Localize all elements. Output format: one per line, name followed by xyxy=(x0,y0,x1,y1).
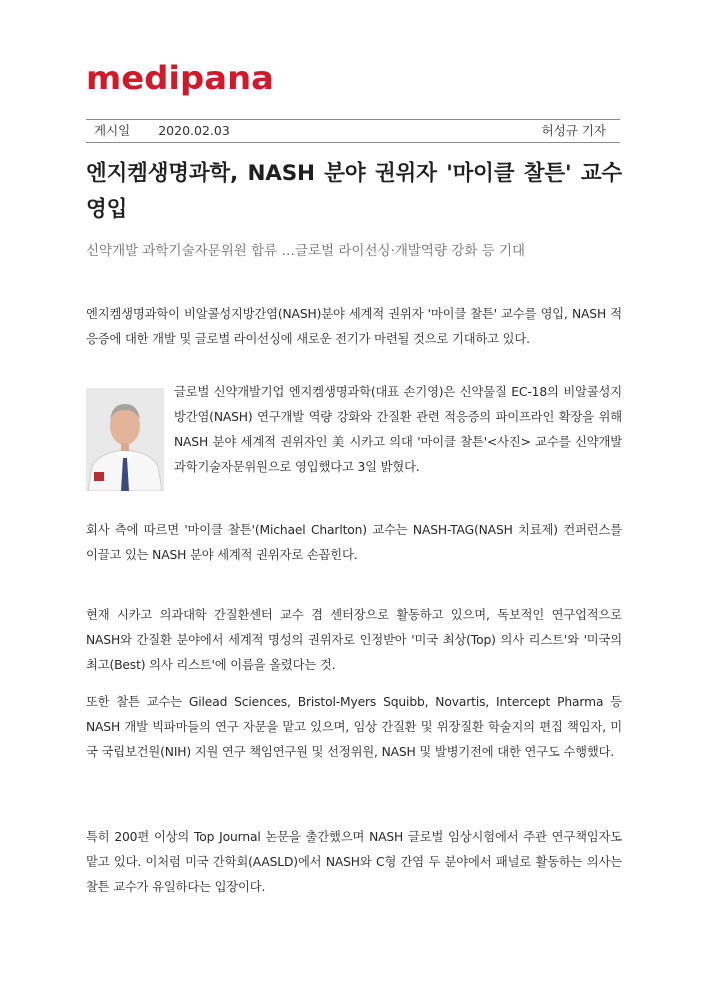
article-paragraph: 현재 시카고 의과대학 간질환센터 교수 겸 센터장으로 활동하고 있으며, 독보적인 연구업적으로 NASH와 간질환 분야에서 세계적 명성의 권위자로 인정받아 '미국 최상(Top) 의사 리스트'와 '미국의 최고(Best) 의사 리스트'에 이름을 올렸다는 것. xyxy=(86,608,622,672)
article-paragraph: 엔지켐생명과학이 비알콜성지방간염(NASH)분야 세계적 권위자 '마이클 찰튼' 교수를 영입, NASH 적응증에 대한 개발 및 글로벌 라이선싱에 새로운 전기가 마련될 것으로 기대하고 있다. xyxy=(86,307,622,346)
reporter-name: 허성규 기자 xyxy=(541,123,606,138)
article-paragraph: 회사 측에 따르면 '마이클 찰튼'(Michael Charlton) 교수는 NASH-TAG(NASH 치료제) 컨퍼런스를 이끌고 있는 NASH 분야 세계적 권위자로 손꼽힌다. xyxy=(86,523,622,562)
posted-date: 2020.02.03 xyxy=(158,123,230,138)
article-subheadline: 신약개발 과학기술자문위원 합류 …글로벌 라이선싱·개발역량 강화 등 기대 xyxy=(86,243,526,259)
medipana-logo[interactable] xyxy=(86,58,276,102)
article-meta-bar xyxy=(86,119,620,143)
article-headline: 엔지켐생명과학, NASH 분야 권위자 '마이클 찰튼' 교수 영입 xyxy=(86,161,622,222)
professor-photo xyxy=(86,388,164,491)
article-paragraph: 글로벌 신약개발기업 엔지켐생명과학(대표 손기영)은 신약물질 EC-18의 비알콜성지방간염(NASH) 연구개발 역량 강화와 간질환 관련 적응증의 파이프라인 확장을 위해 NASH 분야 세계적 권위자인 美 시카고 의대 '마이클 찰튼'<사진> 교수를 신약개발 과학기술자문위원으로 영입했다고 3일 밝혔다. xyxy=(174,385,622,474)
article-paragraph: 또한 찰튼 교수는 Gilead Sciences, Bristol-Myers Squibb, Novartis, Intercept Pharma 등 NASH 개발 빅파마들의 연구 자문을 맡고 있으며, 임상 간질환 및 위장질환 학술지의 편집 책임자, 미국 국립보건원(NIH) 지원 연구 책임연구원 및 선정위원, NASH 및 발병기전에 대한 연구도 수행했다. xyxy=(86,695,622,759)
logo-wordmark: medipana xyxy=(86,59,274,97)
posted-label: 게시일 xyxy=(94,123,131,138)
article-paragraph: 특히 200편 이상의 Top Journal 논문을 출간했으며 NASH 글로벌 임상시험에서 주관 연구책임자도 맡고 있다. 이처럼 미국 간학회(AASLD)에서 NASH와 C형 간염 두 분야에서 패널로 활동하는 의사는 찰튼 교수가 유일하다는 입장이다. xyxy=(86,830,622,894)
